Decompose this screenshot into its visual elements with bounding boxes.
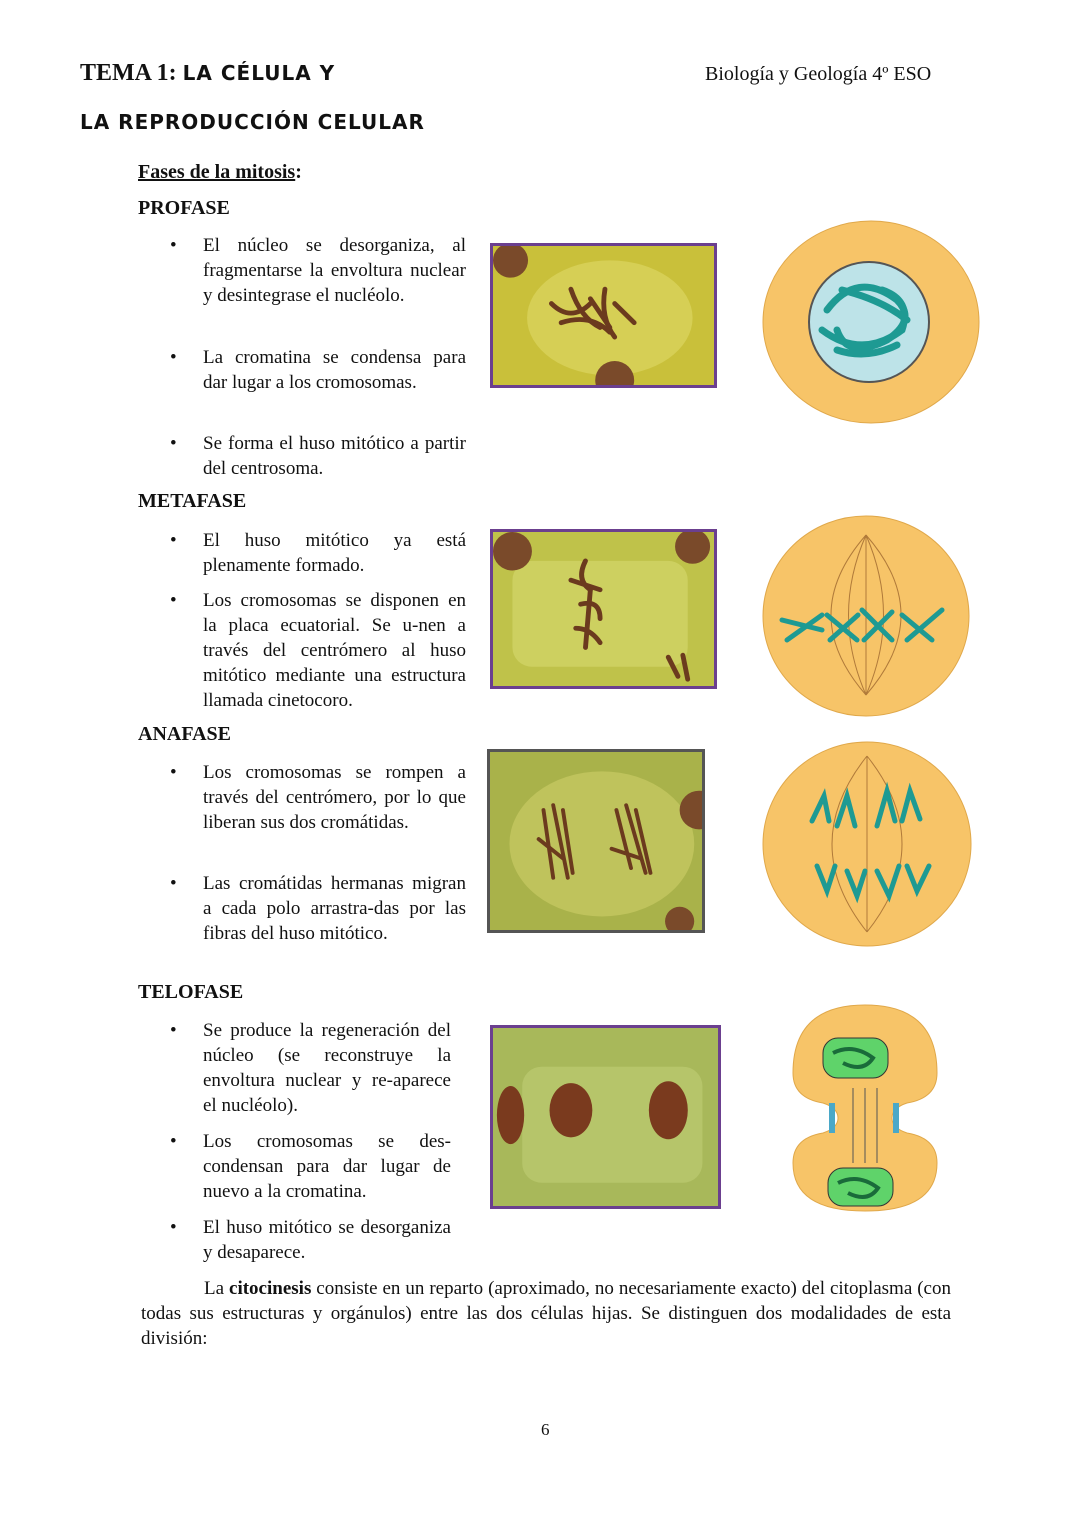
telofase-diagram — [773, 1003, 957, 1213]
bullet: • El huso mitótico se desorganiza y desaparece. — [203, 1215, 451, 1265]
metafase-micrograph — [490, 529, 717, 689]
phase-title-metafase: METAFASE — [138, 490, 247, 512]
bullet: • El núcleo se desorganiza, al fragmentarse la envoltura nuclear y desintegrase el nucléolo. — [203, 233, 466, 308]
telofase-micrograph — [490, 1025, 721, 1209]
header-title — [80, 60, 335, 87]
phase-title-anafase: ANAFASE — [138, 723, 231, 745]
phase-title-telofase: TELOFASE — [138, 981, 244, 1003]
anafase-diagram — [762, 741, 972, 947]
title-line1: LA CÉLULA Y — [182, 61, 336, 85]
metafase-diagram — [762, 515, 970, 717]
page-number: 6 — [541, 1420, 550, 1439]
citocinesis-paragraph: La citocinesis consiste en un reparto (aproximado, no necesariamente exacto) del citoplasma (con todas sus estructuras y orgánulos) entre las dos células hijas. Se distinguen dos modalidades de esta división: — [141, 1278, 951, 1349]
bullet: • Las cromátidas hermanas migran a cada polo arrastra-das por las fibras del huso mitótico. — [203, 871, 466, 946]
bullet: • Los cromosomas se disponen en la placa ecuatorial. Se u-nen a través del centrómero al huso mitótico mediante una estructura llamada cinetocoro. — [203, 588, 466, 713]
bullet: • Los cromosomas se rompen a través del centrómero, por lo que liberan sus dos cromátidas. — [203, 760, 466, 835]
bullet: • La cromatina se condensa para dar lugar a los cromosomas. — [203, 345, 466, 395]
profase-micrograph — [490, 243, 717, 388]
title-line2: LA REPRODUCCIÓN CELULAR — [80, 110, 425, 134]
tema-label: TEMA 1: — [80, 60, 177, 86]
phase-title-profase: PROFASE — [138, 197, 230, 219]
bullet: • El huso mitótico ya está plenamente formado. — [203, 528, 466, 578]
subject-label: Biología y Geología 4º ESO — [705, 63, 932, 85]
bullet: • Se produce la regeneración del núcleo (se reconstruye la envoltura nuclear y re-aparece el nucléolo). — [203, 1018, 451, 1118]
section-title: Fases de la mitosis: — [138, 161, 302, 183]
bullet: • Se forma el huso mitótico a partir del centrosoma. — [203, 431, 466, 481]
anafase-micrograph — [487, 749, 705, 933]
bullet: • Los cromosomas se des-condensan para dar lugar de nuevo a la cromatina. — [203, 1129, 451, 1204]
profase-diagram — [762, 220, 980, 424]
